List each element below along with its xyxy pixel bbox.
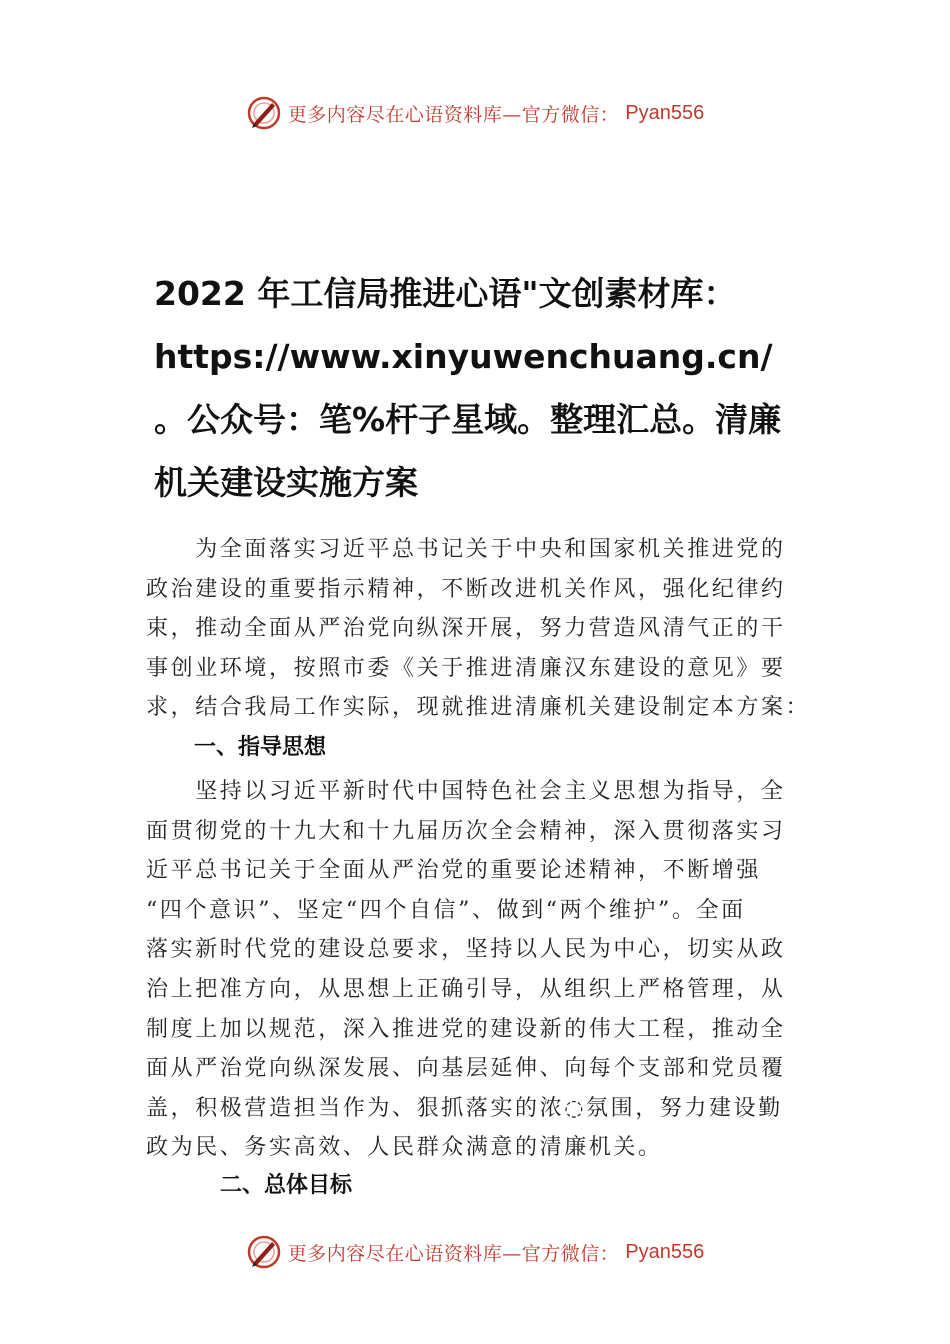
title-line: 2022 年工信局推进心语"文创素材库：: [154, 274, 737, 313]
paragraph-line: 政治建设的重要指示精神，不断改进机关作风，强化纪律约: [146, 576, 786, 602]
paragraph-line: 事创业环境，按照市委《关于推进清廉汉东建设的意见》要: [146, 655, 786, 681]
paragraph-line: 求，结合我局工作实际，现就推进清廉机关建设制定本方案：: [146, 695, 811, 721]
section-heading-overall-goal: 二、总体目标: [220, 1173, 353, 1198]
title-line: 机关建设实施方案: [154, 463, 418, 502]
paragraph-line: 盖，积极营造担当作为、狠抓落实的浓◌氛围，努力建设勤: [146, 1095, 783, 1121]
header-banner: [0, 93, 950, 133]
footer-banner: [0, 1232, 950, 1272]
section-heading-guiding-ideology: 一、指导思想: [194, 735, 327, 760]
document-title: [154, 262, 834, 514]
paragraph-line: 制度上加以规范，深入推进党的建设新的伟大工程，推动全: [146, 1016, 786, 1042]
wechat-id: Pyan556: [625, 1240, 705, 1263]
paragraph-line: 政为民、务实高效、人民群众满意的清廉机关。: [146, 1135, 663, 1161]
title-line: https://www.xinyuwenchuang.cn/: [154, 337, 773, 376]
paragraph-line: 面贯彻党的十九大和十九届历次全会精神，深入贯彻落实习: [146, 818, 786, 844]
paragraph-line: 坚持以习近平新时代中国特色社会主义思想为指导，全: [146, 779, 786, 804]
paragraph-line: 近平总书记关于全面从严治党的重要论述精神，不断增强: [146, 858, 762, 884]
banner-text: 更多内容尽在心语资料库—官方微信：: [287, 103, 620, 126]
guiding-ideology-paragraph: [146, 772, 816, 1168]
paragraph-line: 落实新时代党的建设总要求，坚持以人民为中心，切实从政: [146, 937, 786, 963]
paragraph-line: 束，推动全面从严治党向纵深开展，努力营造风清气正的干: [146, 616, 786, 642]
pen-logo-icon: [246, 95, 282, 131]
banner-text: 更多内容尽在心语资料库—官方微信：: [287, 1242, 620, 1265]
wechat-id: Pyan556: [625, 101, 705, 124]
intro-paragraph: [146, 530, 816, 728]
paragraph-line: 为全面落实习近平总书记关于中央和国家机关推进党的: [146, 537, 786, 562]
paragraph-line: “四个意识”、坚定“四个自信”、做到“两个维护”。全面: [146, 897, 746, 923]
title-line: 。公众号：笔%杆子星域。整理汇总。清廉: [154, 400, 782, 439]
paragraph-line: 治上把准方向，从思想上正确引导，从组织上严格管理，从: [146, 976, 786, 1002]
pen-logo-icon: [246, 1234, 282, 1270]
paragraph-line: 面从严治党向纵深发展、向基层延伸、向每个支部和党员覆: [146, 1056, 786, 1082]
